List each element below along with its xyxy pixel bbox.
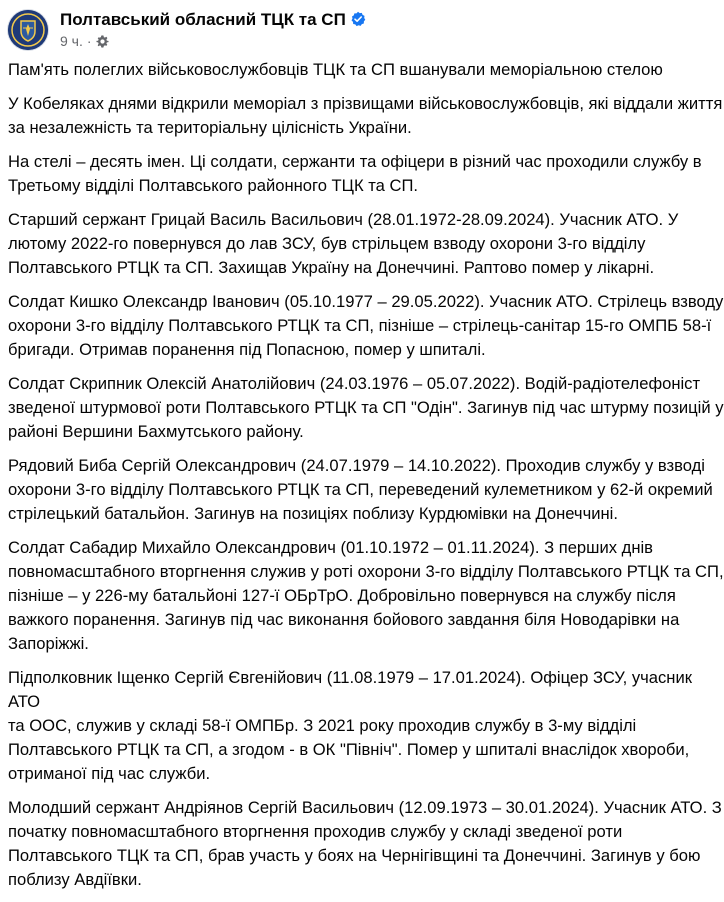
post-paragraph: Рядовий Биба Сергій Олександрович (24.07.1979 – 14.10.2022). Проходив службу у взводі охорони 3-го відділу Полтавського РТЦК та СП, переведений кулеметником у 62-й окремий стрілецький батальйон. Загинув на позиціях поблизу Курдюмівки на Донеччині. — [8, 456, 713, 523]
post-paragraph: Солдат Скрипник Олексій Анатолійович (24.03.1976 – 05.07.2022). Водій-радіотелефоніст зведеної штурмової роти Полтавського РТЦК та СП "Одін". Загинув під час штурму позицій у районі Вершини Бахмутського району. — [8, 374, 724, 441]
meta-separator: · — [86, 33, 92, 49]
post-paragraph-title: Пам'ять полеглих військовослужбовців ТЦК та СП вшанували меморіальною стелою — [8, 60, 663, 79]
post-header — [8, 8, 718, 54]
page-avatar[interactable] — [8, 10, 48, 50]
post-paragraph: Молодший сержант Андріянов Сергій Васильович (12.09.1973 – 30.01.2024). Учасник АТО. З початку повномасштабного вторгнення проходив службу у складі зведеної роти Полтавського ТЦК та СП, брав участь у боях на Чернігівщині та Донеччині. Загинув у бою поблизу Авдіївки. — [8, 798, 722, 889]
post-paragraph: На стелі – десять імен. Ці солдати, сержанти та офіцери в різний час проходили службу в Третьому відділі Полтавського районного ТЦК та СП. — [8, 152, 702, 195]
page-name-text[interactable]: Полтавський обласний ТЦК та СП — [60, 10, 346, 29]
emblem-avatar-icon — [8, 10, 48, 50]
post-meta — [60, 32, 109, 50]
post-paragraph: Старший сержант Грицай Василь Васильович (28.01.1972-28.09.2024). Учасник АТО. У лютому 2022-го повернувся до лав ЗСУ, був стрільцем взводу охорони 3-го відділу Полтавського РТЦК та СП. Захищав Україну на Донеччині. Раптово помер у лікарні. — [8, 210, 679, 277]
verified-badge-icon — [350, 11, 366, 27]
post-paragraph: Солдат Сабадир Михайло Олександрович (01.10.1972 – 01.11.2024). З перших днів повномасштабного вторгнення служив у роті охорони 3-го відділу Полтавського РТЦК та СП, пізніше – у 226-му батальйоні 127-ї ОБрТрО. Добровільно повернувся на службу після важкого поранення. Загинув під час виконання бойового завдання біля Новодарівки на Запоріжжі. — [8, 538, 724, 653]
page-name-link[interactable] — [60, 8, 366, 32]
post-paragraph: У Кобеляках днями відкрили меморіал з прізвищами військовослужбовців, які віддали життя за незалежність та територіальну цілісність України. — [8, 94, 723, 137]
post-paragraph: Підполковник Іщенко Сергій Євгенійович (11.08.1979 – 17.01.2024). Офіцер ЗСУ, учасник АТО та ООС, служив у складі 58-ї ОМПБр. З 2021 року проходив службу в 3-му відділі Полтавського РТЦК та СП, а згодом - в ОК "Північ". Помер у шпиталі внаслідок хвороби, отриманої під час служби. — [8, 668, 692, 783]
post-paragraph: Солдат Кишко Олександр Іванович (05.10.1977 – 29.05.2022). Учасник АТО. Стрілець взводу охорони 3-го відділу Полтавського РТЦК та СП, пізніше – стрілець-санітар 15-го ОМПБ 58-ї бригади. Отримав поранення під Попасною, помер у шпиталі. — [8, 292, 724, 359]
post-body — [8, 58, 724, 902]
post-time[interactable]: 9 ч. — [60, 33, 83, 49]
gear-icon[interactable] — [96, 35, 109, 48]
